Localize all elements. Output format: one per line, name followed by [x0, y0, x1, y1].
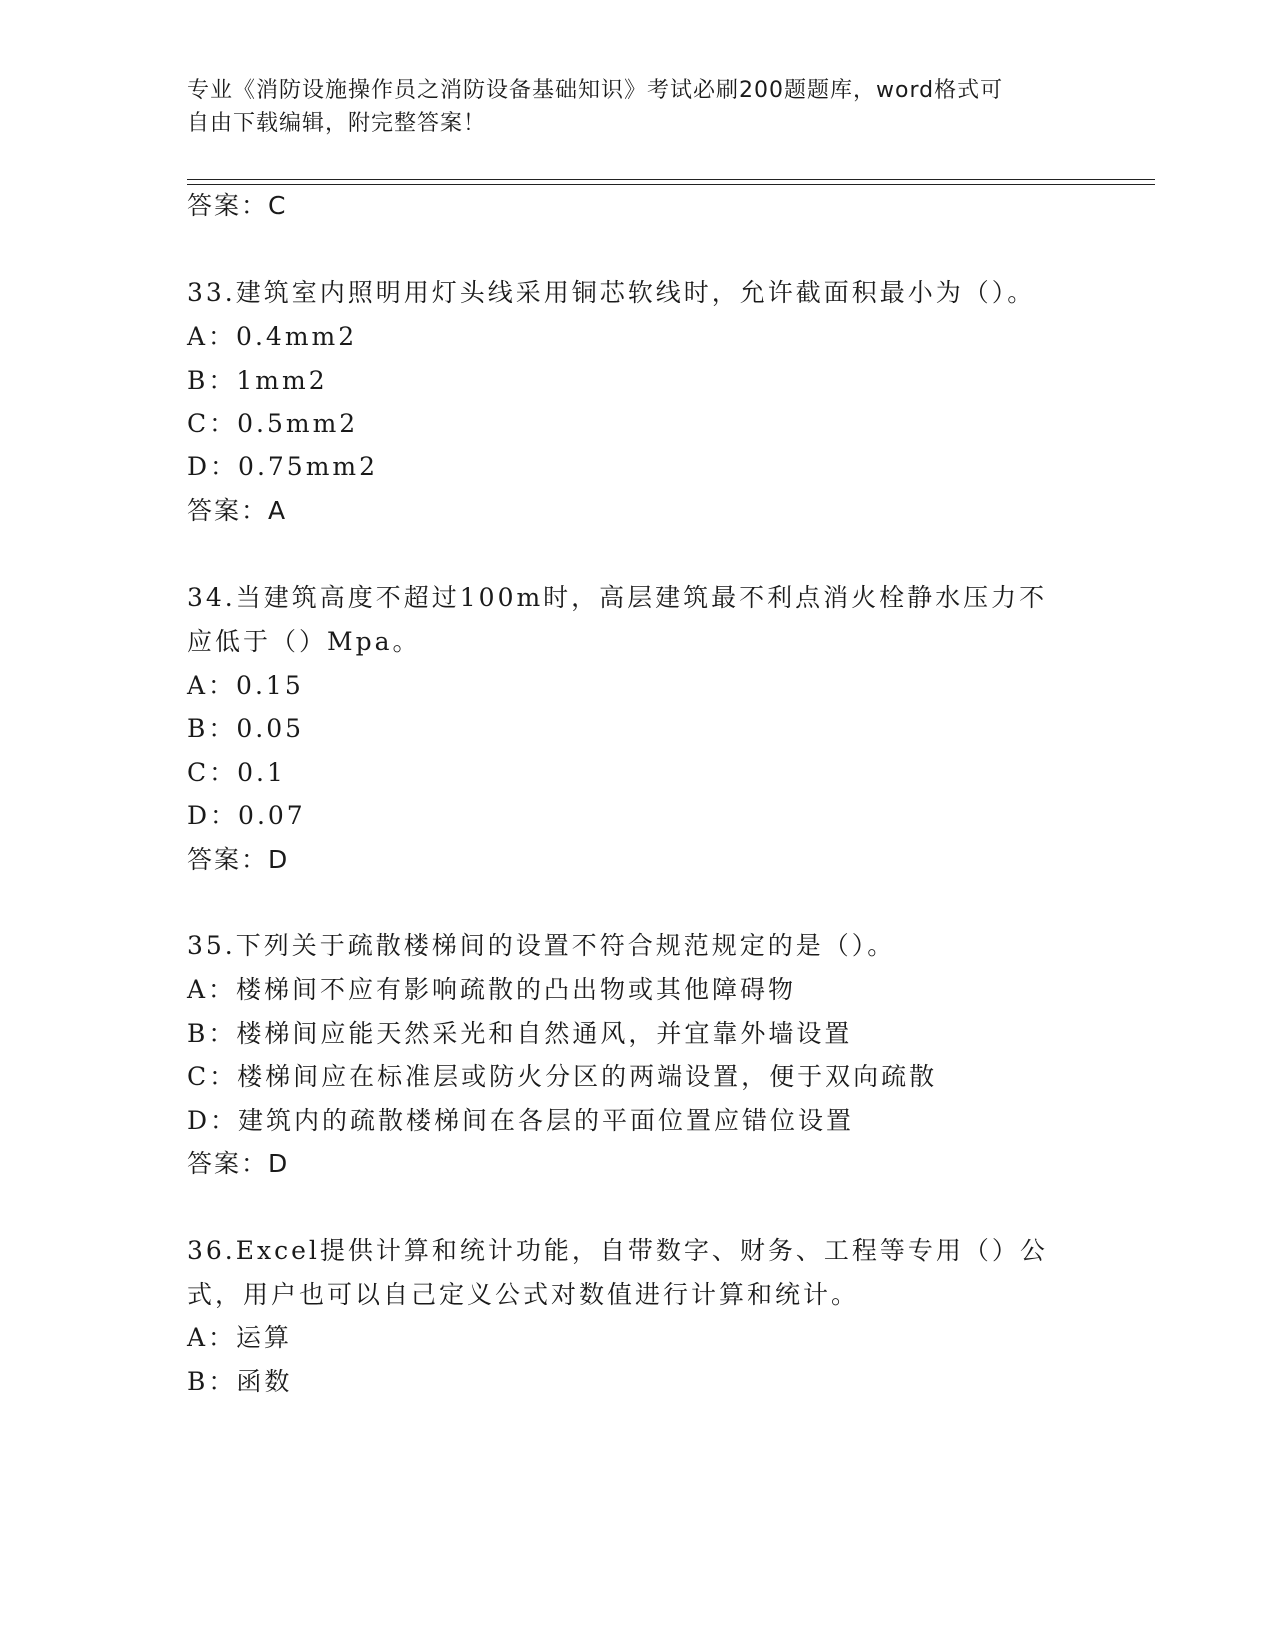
- question-33-answer: 答案：A: [187, 496, 288, 525]
- question-36-option-a: A：运算: [187, 1323, 293, 1352]
- question-34-stem-line-2: 应低于（）Mpa。: [187, 627, 421, 656]
- header-divider-bottom: [187, 184, 1155, 185]
- question-34-answer: 答案：D: [187, 845, 290, 874]
- question-35-option-c: C：楼梯间应在标准层或防火分区的两端设置，便于双向疏散: [187, 1062, 938, 1091]
- question-36-stem-line-1: 36.Excel提供计算和统计功能，自带数字、财务、工程等专用（）公: [187, 1236, 1048, 1265]
- header-divider-top: [187, 179, 1155, 180]
- question-33-stem: 33.建筑室内照明用灯头线采用铜芯软线时，允许截面积最小为（）。: [187, 278, 1036, 307]
- question-35-stem: 35.下列关于疏散楼梯间的设置不符合规范规定的是（）。: [187, 931, 896, 960]
- previous-answer: 答案：C: [187, 191, 288, 220]
- question-35-option-a: A：楼梯间不应有影响疏散的凸出物或其他障碍物: [187, 975, 797, 1004]
- question-34-option-a: A：0.15: [187, 671, 304, 700]
- question-35-option-d: D：建筑内的疏散楼梯间在各层的平面位置应错位设置: [187, 1106, 855, 1135]
- question-33-option-a: A：0.4mm2: [187, 322, 358, 351]
- question-34-option-c: C：0.1: [187, 758, 286, 787]
- question-35-answer: 答案：D: [187, 1149, 290, 1178]
- question-33-option-b: B：1mm2: [187, 366, 328, 395]
- question-34-option-d: D：0.07: [187, 801, 306, 830]
- question-36-option-b: B：函数: [187, 1367, 293, 1396]
- question-34-option-b: B：0.05: [187, 714, 305, 743]
- question-35-option-b: B：楼梯间应能天然采光和自然通风，并宜靠外墙设置: [187, 1019, 853, 1048]
- document-header: [187, 74, 1067, 140]
- header-line-1: 专业《消防设施操作员之消防设备基础知识》考试必刷200题题库，word格式可: [187, 78, 1004, 103]
- question-33-option-c: C：0.5mm2: [187, 409, 359, 438]
- header-line-2: 自由下载编辑，附完整答案！: [187, 111, 487, 136]
- question-36-stem-line-2: 式，用户也可以自己定义公式对数值进行计算和统计。: [187, 1280, 860, 1309]
- question-34-stem-line-1: 34.当建筑高度不超过100m时，高层建筑最不利点消火栓静水压力不: [187, 583, 1048, 612]
- question-33-option-d: D：0.75mm2: [187, 452, 379, 481]
